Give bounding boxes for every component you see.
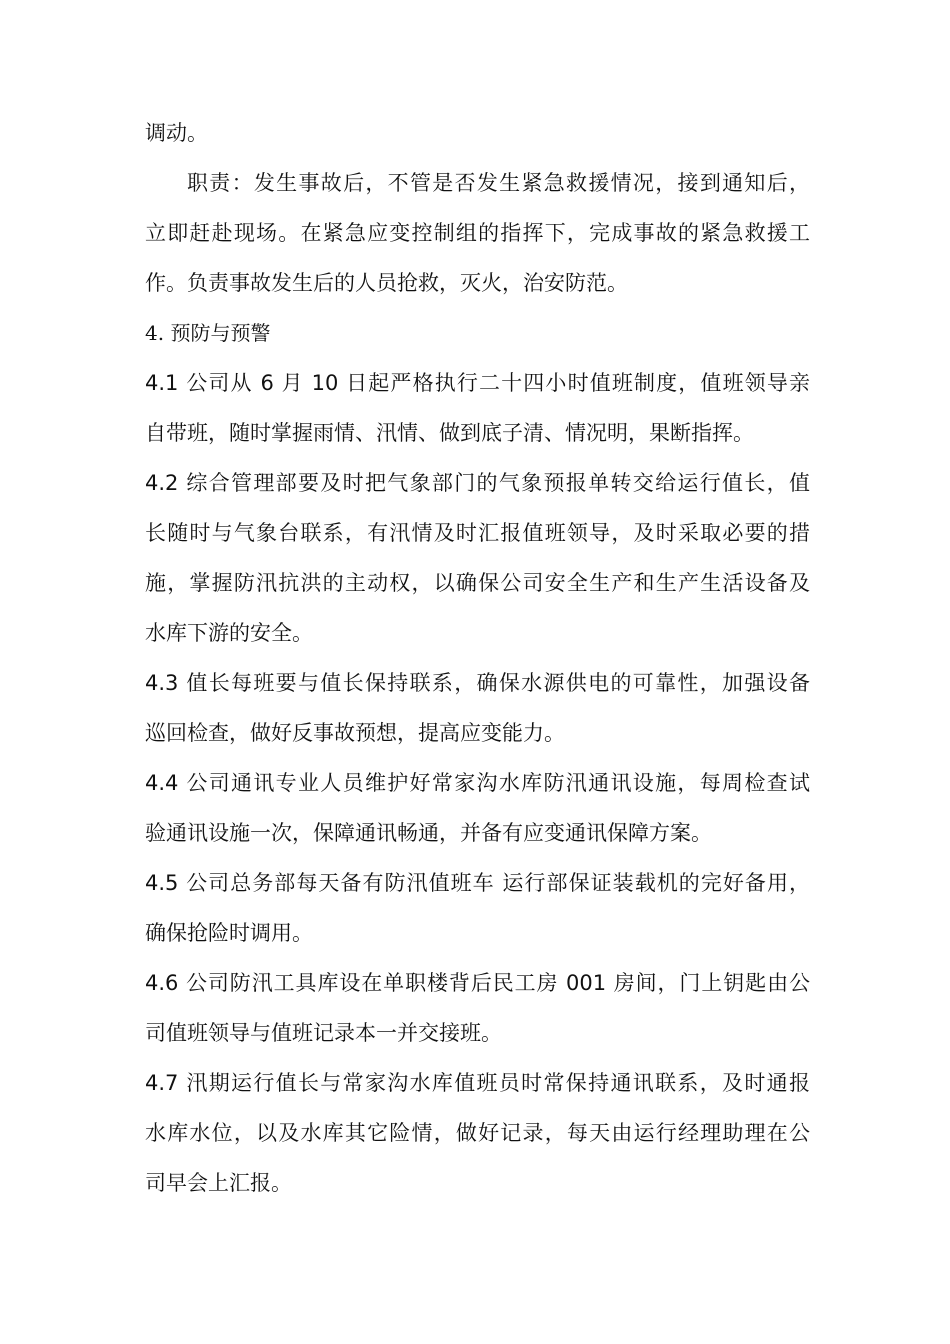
- text-line: 施，掌握防汛抗洪的主动权，以确保公司安全生产和生产生活设备及: [145, 571, 810, 595]
- text-line: 4.1 公司从 6 月 10 日起严格执行二十四小时值班制度，值班领导亲: [145, 371, 810, 395]
- text-line: 确保抢险时调用。: [145, 921, 313, 945]
- document-body: [145, 108, 810, 1208]
- text-line: 司早会上汇报。: [145, 1171, 292, 1195]
- text-line: 4.2 综合管理部要及时把气象部门的气象预报单转交给运行值长，值: [145, 471, 810, 495]
- text-line: 巡回检查，做好反事故预想，提高应变能力。: [145, 721, 565, 745]
- text-line: 水库下游的安全。: [145, 621, 313, 645]
- text-line: 4.4 公司通讯专业人员维护好常家沟水库防汛通讯设施，每周检查试: [145, 771, 810, 795]
- text-line: 4.6 公司防汛工具库设在单职楼背后民工房 001 房间，门上钥匙由公: [145, 971, 810, 995]
- text-line: 4.7 汛期运行值长与常家沟水库值班员时常保持通讯联系，及时通报: [145, 1071, 810, 1095]
- text-line: 长随时与气象台联系，有汛情及时汇报值班领导，及时采取必要的措: [145, 521, 810, 545]
- text-line: 验通讯设施一次，保障通讯畅通，并备有应变通讯保障方案。: [145, 821, 712, 845]
- text-line: 司值班领导与值班记录本一并交接班。: [145, 1021, 502, 1045]
- text-line: 调动。: [145, 121, 208, 145]
- text-line: 作。负责事故发生后的人员抢救，灭火，治安防范。: [145, 271, 628, 295]
- text-line: 立即赶赴现场。在紧急应变控制组的指挥下，完成事故的紧急救援工: [145, 221, 810, 245]
- text-line: 水库水位，以及水库其它险情，做好记录，每天由运行经理助理在公: [145, 1121, 810, 1145]
- text-line: 4.5 公司总务部每天备有防汛值班车 运行部保证装载机的完好备用，: [145, 871, 810, 895]
- text-line: 自带班，随时掌握雨情、汛情、做到底子清、情况明，果断指挥。: [145, 421, 754, 445]
- text-line: 4.3 值长每班要与值长保持联系，确保水源供电的可靠性，加强设备: [145, 671, 810, 695]
- text-line: 职责：发生事故后，不管是否发生紧急救援情况，接到通知后，: [187, 171, 810, 195]
- section-heading: 4. 预防与预警: [145, 321, 271, 345]
